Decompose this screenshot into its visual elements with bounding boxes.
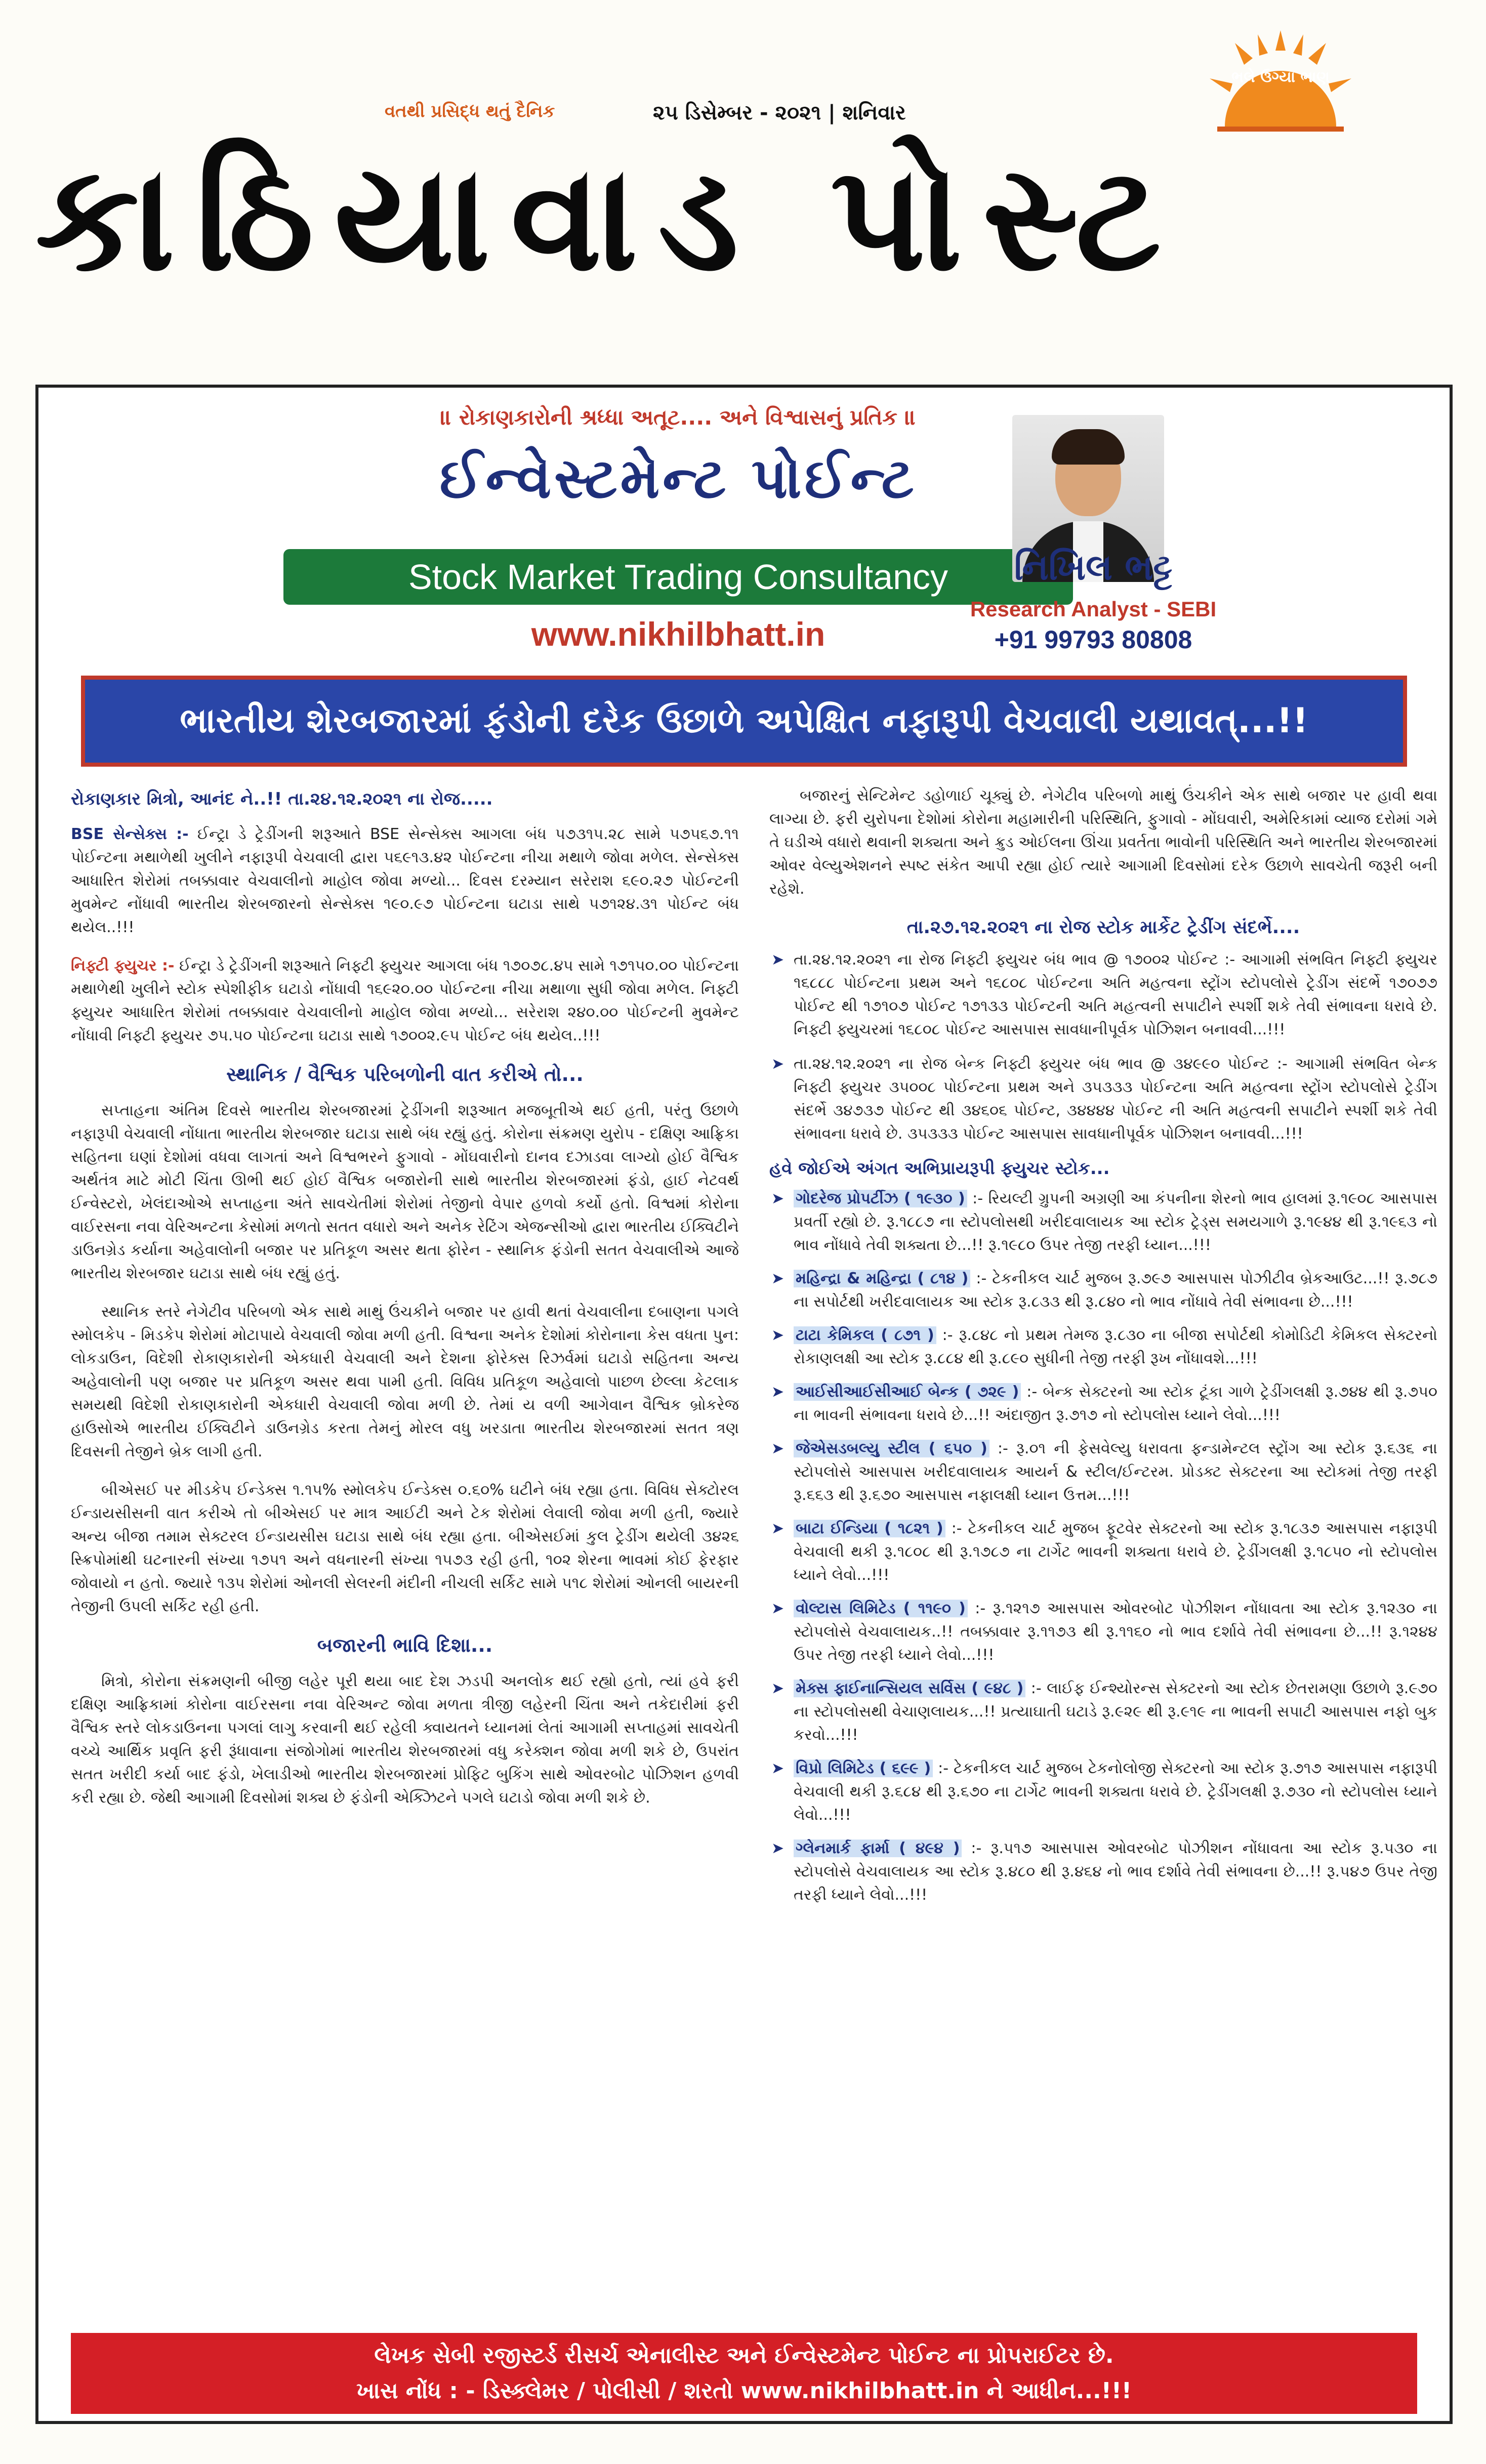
factors-paragraph-3: બીએસઈ પર મીડકેપ ઈન્ડેક્સ ૧.૧૫% સ્મોલકેપ ઈન્ડેક્સ ૦.૬૦% ઘટીને બંધ રહ્યા હતા. વિવિધ સેક્ટોરલ ઈન્ડાયસીસની વાત કરીએ તો બીએસઈ પર માત્ર આઈટી અને ટેક શેરોમાં લેવાલી જોવા મળી હતી, જ્યારે અન્ય બીજા તમામ સેક્ટરલ ઈન્ડાયસીસ ઘટાડા સાથે બંધ રહ્યા હતા. બીએસઈમાં કુલ ટ્રેડીંગ થયેલી ૩૪૨૬ સ્ક્રિપોમાંથી ઘટનારની સંખ્યા ૧૭૫૧ અને વધનારની સંખ્યા ૧૫૭૩ રહી હતી, ૧૦૨ શેરના ભાવમાં કોઈ ફેરફાર જોવાયો ન હતો. જ્યારે ૧૩૫ શેરોમાં ઓનલી સેલરની મંદીની નીચલી સર્કિટ સામે ૫૧૮ શેરોમાં ઓનલી બાયરની તેજીની ઉપલી સર્કિટ રહી હતી. <box>71 1481 739 1615</box>
masthead <box>0 0 1486 364</box>
stock-item <box>769 1437 1437 1507</box>
stock-item <box>769 1597 1437 1667</box>
stock-text: :- ટેકનીકલ ચાર્ટ મુજબ ફૂટવેર સેક્ટરનો આ સ્ટોક રૂ.૧૮૩૭ આસપાસ નફારૂપી વેચવાલી થકી રૂ.૧૮૦૮ થી રૂ.૧૭૮૭ ના ટાર્ગેટ ભાવની શક્યતા ધરાવે છે. ટ્રેડીંગલક્ષી રૂ.૧૮૫૦ નો સ્ટોપલોસ ધ્યાને લેવો...!!! <box>794 1520 1437 1584</box>
nifty-outlook-text: તા.૨૪.૧૨.૨૦૨૧ ના રોજ નિફ્ટી ફ્યુચર બંધ ભાવ @ ૧૭૦૦૨ પોઈન્ટ :- આગામી સંભવિત નિફ્ટી ફ્યુચર ૧૬૮૮૮ પોઈન્ટના પ્રથમ અને ૧૬૮૦૮ પોઈન્ટના અતિ મહત્વના સ્ટ્રોંગ સ્ટોપલોસે ટ્રેડીંગ સંદર્ભે ૧૭૦૭૭ પોઈન્ટ થી ૧૭૧૦૭ પોઈન્ટ ૧૭૧૩૩ પોઈન્ટની અતિ મહત્વની સપાટીને સ્પર્શી શકે તેવી સંભાવના ધરાવે છે. નિફ્ટી ફ્યુચરમાં ૧૬૮૦૮ પોઈન્ટ આસપાસ સાવધાનીપૂર્વક પોઝિશન બનાવવી...!!! <box>794 951 1437 1038</box>
factors-paragraph-2: સ્થાનિક સ્તરે નેગેટીવ પરિબળો એક સાથે માથું ઉંચકીને બજાર પર હાવી થતાં વેચવાલીના દબાણના પગલે સ્મોલકેપ - મિડકેપ શેરોમાં મોટાપાયે વેચવાલી જોવા મળી હતી. વિશ્વના અનેક દેશોમાં કોરોનાના કેસ વધતા પુન: લોકડાઉન, વિદેશી રોકાણકારોની એકધારી વેચવાલી અને દેશના ફોરેક્સ રિઝર્વમાં ઘટાડો સહિતના અન્ય અહેવાલોની પણ બજાર પર પ્રતિકૂળ અસર થવા પામી હતી. વિવિધ પ્રતિકૂળ અહેવાલો પાછળ છેલ્લા કેટલાક સમયથી વિદેશી રોકાણકારોની એકધારી વેચવાલી જોવા મળી છે. તેમાં ય વળી આગેવાન વૈશ્વિક બ્રોકરેજ હાઉસોએ ભારતીય ઈક્વિટીને ડાઉનગ્રેડ કરતા તેમનું મોરલ વધુ ખરડાતા ભારતીય શેરબજારમાં સતત ત્રણ દિવસની તેજીને બ્રેક લાગી હતી. <box>71 1303 739 1460</box>
outlook-paragraph: મિત્રો, કોરોના સંક્રમણની બીજી લહેર પૂરી થયા બાદ દેશ ઝડપી અનલોક થઈ રહ્યો હતો, ત્યાં હવે ફરી દક્ષિણ આફ્રિકામાં કોરોના વાઈરસના નવા વેરિઅન્ટ જોવા મળતા ત્રીજી લહેરની ચિંતા અને તકેદારીમાં ફરી વૈશ્વિક સ્તરે લોકડાઉનના પગલાં લાગુ કરવાની થઈ રહેલી ક્વાયતને ધ્યાનમાં લેતાં આગામી સપ્તાહમાં સાવચેતી વચ્ચે આર્થિક પ્રવૃતિ ફરી રૂંધાવાના સંજોગોમાં ભારતીય શેરબજારમાં વધુ કરેક્શન જોવા મળી શકે છે, ઉપરાંત સતત ખરીદી કર્યા બાદ ફંડો, ખેલાડીઓ ભારતીય શેરબજારમાં પ્રોફિટ બુકિંગ સાથે ઓવરબોટ પોઝિશન હળવી કરી રહ્યા છે. જેથી આગામી દિવસોમાં શક્ય છે ફંડોની એક્ઝિટને પગલે ઘટાડો જોવા મળી શકે છે. <box>71 1673 739 1807</box>
bse-label: BSE સેન્સેક્સ :- <box>71 825 189 843</box>
stock-text: :- ટેકનીકલ ચાર્ટ મુજબ ટેકનોલોજી સેક્ટરનો આ સ્ટોક રૂ.૭૧૭ આસપાસ નફારૂપી વેચવાલી થકી રૂ.૬૮૪ થી રૂ.૬૭૦ ના ટાર્ગેટ ભાવની શક્યતા ધરાવે છે. ટ્રેડીંગલક્ષી રૂ.૭૩૦ નો સ્ટોપલોસ ધ્યાને લેવો...!!! <box>794 1760 1437 1824</box>
stock-item <box>769 1517 1437 1587</box>
nifty-paragraph <box>71 954 739 1048</box>
bse-text: ઈન્ટ્રા ડે ટ્રેડીંગની શરૂઆતે BSE સેન્સેક્સ આગલા બંધ ૫૭૩૧૫.૨૮ સામે ૫૭૫૬૭.૧૧ પોઈન્ટના મથાળેથી ખુલીને નફારૂપી વેચવાલી દ્વારા ૫૬૯૧૩.૪૨ પોઈન્ટના નીચા મથાળે જોવા મળેલ. સેન્સેક્સ આધારિત શેરોમાં તબક્કાવાર વેચવાલીનો માહોલ જોવા મળ્યો... દિવસ દરમ્યાન સરેરાશ ૬૯૦.૨૭ પોઈન્ટની મુવમેન્ટ નોંધાવી ભારતીય શેરબજારનો સેન્સેક્સ ૧૯૦.૯૭ પોઈન્ટના ઘટાડા સાથે ૫૭૧૨૪.૩૧ પોઈન્ટ બંધ થયેલ..!!! <box>71 825 739 936</box>
stock-name: આઈસીઆઈસીઆઈ બેન્ક ( ૭૨૯ ) <box>794 1383 1021 1401</box>
stock-text: :- રૂ.૫૧૭ આસપાસ ઓવરબોટ પોઝીશન નોંધાવતા આ સ્ટોક રૂ.૫૩૦ ના સ્ટોપલોસે વેચવાલાયક આ સ્ટોક રૂ.૪૮૦ થી રૂ.૪૬૪ નો ભાવ દર્શાવે તેવી સંભાવના છે...!! રૂ.૫૪૭ ઉપર તેજી તરફી ધ્યાને લેવો...!!! <box>794 1840 1437 1904</box>
author-phone: +91 99793 80808 <box>994 625 1192 654</box>
stock-text: :- રિયલ્ટી ગ્રુપની અગ્રણી આ કંપનીના શેરનો ભાવ હાલમાં રૂ.૧૯૦૮ આસપાસ પ્રવર્તી રહ્યો છે. રૂ.૧૮૮૭ ના સ્ટોપલોસથી ખરીદવાલાયક આ સ્ટોક ટ્રેડ્સ સમયગાળે રૂ.૧૯૪૪ થી રૂ.૧૯૬૩ નો ભાવ નોંધાવે તેવી શક્યતા છે...!! રૂ.૧૯૮૦ ઉપર તેજી તરફી ધ્યાન...!!! <box>794 1190 1437 1254</box>
masthead-date: ૨૫ ડિસેમ્બર - ૨૦૨૧ | શનિવાર <box>653 101 906 124</box>
brand-url[interactable]: www.nikhilbhatt.in <box>531 615 825 653</box>
arrow-icon: ➤ <box>771 1840 785 1857</box>
arrow-icon: ➤ <box>771 1600 785 1617</box>
arrow-icon: ➤ <box>771 1520 785 1537</box>
arrow-icon: ➤ <box>771 1326 785 1344</box>
author-role: Research Analyst - SEBI <box>970 597 1217 621</box>
stock-item <box>769 1187 1437 1257</box>
nifty-label: નિફ્ટી ફ્યુચર :- <box>71 957 175 975</box>
bse-paragraph <box>71 823 739 939</box>
stock-name: વિપ્રો લિમિટેડ ( ૬૯૯ ) <box>794 1760 933 1777</box>
section-heading-factors: સ્થાનિક / વૈશ્વિક પરિબળોની વાત કરીએ તો... <box>226 1063 584 1085</box>
right-column <box>769 784 1437 2323</box>
footer-line-2: ખાસ નોંધ : - ડિસ્ક્લેમર / પોલીસી / શરતો www.nikhilbhatt.in ને આધીન...!!! <box>356 2378 1132 2404</box>
brand-slogan: ॥ રોકાણકારોની શ્રધ્ધા અતૂટ.... અને વિશ્વાસનું પ્રતિક ॥ <box>440 405 916 430</box>
section-heading-outlook: બજારની ભાવિ દિશા... <box>317 1634 493 1656</box>
arrow-icon: ➤ <box>771 1190 785 1207</box>
sentiment-paragraph: બજારનું સેન્ટિમેન્ટ ડહોળાઈ ચૂક્યું છે. નેગેટીવ પરિબળો માથું ઉંચકીને એક સાથે બજાર પર હાવી થવા લાગ્યા છે. ફરી યુરોપના દેશોમાં કોરોના મહામારીની પરિસ્થિતિ, ફુગાવો - મોંઘવારી, અમેરિકામાં વ્યાજ દરોમાં ગમે તે ઘડીએ વધારો થવાની શક્યતા અને ક્રુડ ઓઈલના ઊંચા પ્રવર્તતા ભાવોની પરિસ્થિતિ અને ભારતીય શેરબજારમાં ઓવર વેલ્યુએશનને સ્પષ્ટ સંકેત આપી રહ્યા હોઈ ત્યારે આગામી દિવસોમાં દરેક ઉછાળે સાવચેતી જરૂરી બની રહેશે. <box>769 787 1437 898</box>
stock-text: :- ટેકનીકલ ચાર્ટ મુજબ રૂ.૭૯૭ આસપાસ પોઝીટીવ બ્રેકઆઉટ...!! રૂ.૭૮૭ ના સપોર્ટથી ખરીદવાલાયક આ સ્ટોક રૂ.૮૩૩ થી રૂ.૮૪૦ નો ભાવ નોંધાવે તેવી સંભાવના છે...!!! <box>794 1270 1437 1311</box>
stock-name: ગોદરેજ પ્રોપર્ટીઝ ( ૧૯૩૦ ) <box>794 1190 967 1207</box>
stock-name: ટાટા કેમિકલ ( ૮૭૧ ) <box>794 1326 936 1344</box>
trading-heading: તા.૨૭.૧૨.૨૦૨૧ ના રોજ સ્ટોક માર્કેટ ટ્રેડીંગ સંદર્ભે.... <box>906 917 1300 938</box>
stock-text: :- લાઈફ ઈન્શ્યોરન્સ સેક્ટરનો આ સ્ટોક છેતરામણા ઉછાળે રૂ.૯૭૦ ના સ્ટોપલોસથી વેચાણલાયક...!! પ્રત્યાઘાતી ઘટાડે રૂ.૯૨૯ થી રૂ.૯૧૯ ના ભાવની સપાટી આસપાસ નફો બુક કરવો...!!! <box>794 1680 1437 1744</box>
stock-text: :- બેન્ક સેક્ટરનો આ સ્ટોક ટૂંકા ગાળે ટ્રેડીંગલક્ષી રૂ.૭૪૪ થી રૂ.૭૫૦ ના ભાવની સંભાવના ધરાવે છે...!! અંદાજીત રૂ.૭૧૭ નો સ્ટોપલોસ ધ્યાને લેવો...!!! <box>794 1383 1437 1424</box>
stock-item <box>769 1267 1437 1314</box>
arrow-icon: ➤ <box>771 1270 785 1287</box>
footer-line-1: લેખક સેબી રજીસ્ટર્ડ રીસર્ચ એનાલીસ્ટ અને ઈન્વેસ્ટમેન્ટ પોઈન્ટ ના પ્રોપરાઈટર છે. <box>374 2343 1114 2368</box>
stock-item <box>769 1381 1437 1427</box>
masthead-tagline: વતથી પ્રસિદ્ધ થતું દૈનિક <box>385 101 555 121</box>
stock-name: ગ્લેનમાર્ક ફાર્મા ( ૪૯૪ ) <box>794 1840 962 1857</box>
greeting: રોકાણકાર મિત્રો, આનંદ ને..!! તા.૨૪.૧૨.૨૦૨૧ ના રોજ..... <box>71 789 493 809</box>
stock-name: બાટા ઈન્ડિયા ( ૧૮૨૧ ) <box>794 1520 945 1537</box>
arrow-icon: ➤ <box>771 1383 785 1401</box>
stocks-heading: હવે જોઈએ અંગત અભિપ્રાયરૂપી ફ્યુચર સ્ટોક... <box>769 1158 1110 1179</box>
arrow-icon: ➤ <box>771 951 785 969</box>
arrow-icon: ➤ <box>771 1680 785 1697</box>
factors-paragraph-1: સપ્તાહના અંતિમ દિવસે ભારતીય શેરબજારમાં ટ્રેડીંગની શરૂઆત મજબૂતીએ થઈ હતી, પરંતુ ઉછાળે નફારૂપી વેચવાલી નોંધાતા ભારતીય શેરબજાર ઘટાડા સાથે બંધ રહ્યું હતું. કોરોના સંક્રમણ યુરોપ - દક્ષિણ આફ્રિકા સહિતના ઘણાં દેશોમાં વધવા લાગતાં અને વિશ્વભરને ફુગાવો - મોંઘવારીનો દાનવ દઝાડવા લાગ્યો હોઈ વૈશ્વિક અર્થતંત્ર માટે મોટી ચિંતા ઊભી થઈ હોઈ વૈશ્વિક બજારોની સાથે ભારતીય શેરબજારમાં ફંડો, હાઈ નેટવર્થ ઈન્વેસ્ટરો, ખેલંદાઓએ સપ્તાહના અંતે સાવચેતીમાં શેરોમાં તેજીનો વેપાર હળવો કર્યો હતો. વિશ્વમાં કોરોના વાઈરસના નવા વેરિઅન્ટના કેસોમાં મળતો સતત વધારો અને અનેક રેટિંગ એજન્સીઓ દ્વારા ભારતીય ઈક્વિટીને ડાઉનગ્રેડ કર્યાના અહેવાલોની બજાર પર પ્રતિકૂળ અસર થતા ફોરેન - સ્થાનિક ફંડોની સતત વેચવાલીએ આજે ભારતીય શેરબજાર ઘટાડા સાથે બંધ રહ્યું હતું. <box>71 1102 739 1282</box>
arrow-icon: ➤ <box>771 1440 785 1457</box>
stock-item <box>769 1837 1437 1907</box>
arrow-icon: ➤ <box>771 1760 785 1777</box>
brand-subtitle: Stock Market Trading Consultancy <box>283 549 1073 605</box>
newspaper-title: કાઠિયાવાડ પોસ્ટ <box>35 132 1181 304</box>
banknifty-outlook-text: તા.૨૪.૧૨.૨૦૨૧ ના રોજ બેન્ક નિફ્ટી ફ્યુચર બંધ ભાવ @ ૩૪૯૯૦ પોઈન્ટ :- આગામી સંભવિત બેન્ક નિફ્ટી ફ્યુચર ૩૫૦૦૮ પોઈન્ટના પ્રથમ અને ૩૫૩૩૩ પોઈન્ટના અતિ મહત્વના સ્ટ્રોંગ સ્ટોપલોસે ટ્રેડીંગ સંદર્ભે ૩૪૭૩૭ પોઈન્ટ થી ૩૪૬૦૬ પોઈન્ટ, ૩૪૪૪૪ પોઈન્ટ ની અતિ મહત્વની સપાટીને સ્પર્શી શકે તેવી સંભાવના ધરાવે છે. ૩૫૩૩૩ પોઈન્ટ આસપાસ સાવધાનીપૂર્વક પોઝિશન બનાવવી...!!! <box>794 1055 1437 1143</box>
stock-item <box>769 1324 1437 1370</box>
stock-text: :- રૂ.૧૨૧૭ આસપાસ ઓવરબોટ પોઝીશન નોંધાવતા આ સ્ટોક રૂ.૧૨૩૦ ના સ્ટોપલોસે વેચવાલાયક..!! તબક્કાવાર રૂ.૧૧૭૩ થી રૂ.૧૧૬૦ નો ભાવ દર્શાવે તેવી સંભાવના છે...!! રૂ.૧૨૪૪ ઉપર તેજી તરફી ધ્યાને લેવો...!!! <box>794 1600 1437 1664</box>
author-name: નિખિલ ભટ્ટ <box>1014 547 1173 588</box>
stock-item <box>769 1677 1437 1747</box>
stock-name: મહિન્દ્રા & મહિન્દ્રા ( ૮૧૪ ) <box>794 1270 970 1287</box>
stock-name: મેક્સ ફાઈનાન્સિયલ સર્વિસ ( ૯૪૮ ) <box>794 1680 1025 1697</box>
stock-item <box>769 1757 1437 1827</box>
stock-text: :- રૂ.૦૧ ની ફેસવેલ્યુ ધરાવતા ફન્ડામેન્ટલ સ્ટ્રોંગ આ સ્ટોક રૂ.૬૩૬ ના સ્ટોપલોસે આસપાસ ખરીદવાલાયક આયર્ન & સ્ટીલ/ઈન્ટરમ. પ્રોડક્ટ સેક્ટરના આ સ્ટોકમાં તેજી તરફી રૂ.૬૬૩ થી રૂ.૬૭૦ આસપાસ નફાલક્ષી ધ્યાન ઉત્તમ...!!! <box>794 1440 1437 1504</box>
stock-name: વોલ્ટાસ લિમિટેડ ( ૧૧૯૦ ) <box>794 1600 968 1617</box>
stock-text: :- રૂ.૮૪૮ નો પ્રથમ તેમજ રૂ.૮૩૦ ના બીજા સપોર્ટથી કોમોડિટી કેમિકલ સેક્ટરનો રોકાણલક્ષી આ સ્ટોક રૂ.૮૮૪ થી રૂ.૮૯૦ સુધીની તેજી તરફી રૂખ નોંધાવશે...!!! <box>794 1326 1437 1367</box>
brand-title: ઈન્વેસ્ટમેન્ટ પોઈન્ટ <box>439 445 917 511</box>
sun-logo-text: ભલે ઉગ્યા ભાણ <box>1231 68 1330 86</box>
banknifty-outlook <box>769 1053 1437 1146</box>
nifty-text: ઈન્ટ્રા ડે ટ્રેડીંગની શરૂઆતે નિફ્ટી ફ્યુચર આગલા બંધ ૧૭૦૭૮.૪૫ સામે ૧૭૧૫૦.૦૦ પોઈન્ટના મથાળેથી ખુલીને સ્ટોક સ્પેશીફીક ઘટાડો નોંધાવી ૧૬૯૨૦.૦૦ પોઈન્ટના નીચા મથાળા સુધી જોવા મળેલ. નિફ્ટી ફ્યુચર આધારિત શેરોમાં તબક્કાવાર વેચવાલીનો માહોલ જોવા મળ્યો... સરેરાશ ૨૪૦.૦૦ પોઈન્ટની મુવમેન્ટ નોંધાવી નિફ્ટી ફ્યુચર ૭૫.૫૦ પોઈન્ટના ઘટાડા સાથે ૧૭૦૦૨.૯૫ પોઈન્ટ બંધ થયેલ..!!! <box>71 957 739 1045</box>
nifty-outlook <box>769 948 1437 1041</box>
left-column <box>71 784 739 2323</box>
arrow-icon: ➤ <box>771 1055 785 1073</box>
footer-disclaimer <box>71 2333 1417 2414</box>
stock-name: જેએસડબલ્યુ સ્ટીલ ( ૬૫૦ ) <box>794 1440 989 1457</box>
article-headline: ભારતીય શેરબજારમાં ફંડોની દરેક ઉછાળે અપેક્ષિત નફારૂપી વેચવાલી યથાવત્...!! <box>81 676 1407 767</box>
